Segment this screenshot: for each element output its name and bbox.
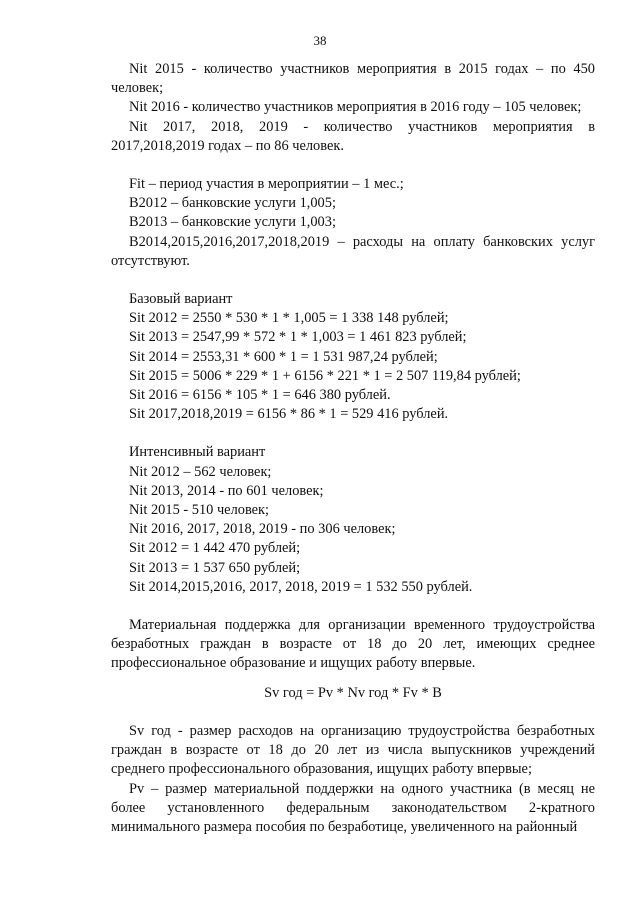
intensive-nit-2016-2019: Nit 2016, 2017, 2018, 2019 - по 306 человек; xyxy=(129,521,396,538)
intensive-sit-2012: Sit 2012 = 1 442 470 рублей; xyxy=(129,540,301,557)
definition-sv: Sv год - размер расходов на организацию трудоустройства безработных граждан в возрасте от 18 до 20 лет из числа выпускников учреждений среднего профессионального образования, ищущих работу впервые; xyxy=(111,722,595,778)
basic-variant-title: Базовый вариант xyxy=(129,291,233,308)
basic-sit-2014: Sit 2014 = 2553,31 * 600 * 1 = 1 531 987,24 рублей; xyxy=(129,348,438,365)
basic-sit-2012: Sit 2012 = 2550 * 530 * 1 * 1,005 = 1 338 148 рублей; xyxy=(129,310,449,327)
bank-b2012: B2012 – банковские услуги 1,005; xyxy=(129,195,336,212)
bank-b2014-2019: B2014,2015,2016,2017,2018,2019 – расходы на оплату банковских услуг отсутствуют. xyxy=(111,233,595,269)
participants-2017-2019: Nit 2017, 2018, 2019 - количество участников мероприятия в 2017,2018,2019 годах – по 86 человек. xyxy=(111,118,595,154)
participants-2015: Nit 2015 - количество участников мероприятия в 2015 годах – по 450 человек; xyxy=(111,61,595,97)
document-body xyxy=(111,60,595,837)
period-fit: Fit – период участия в мероприятии – 1 мес.; xyxy=(129,176,404,193)
definition-pv: Pv – размер материальной поддержки на одного участника (в месяц не более установленного федеральным законодательством 2-кратного минимального размера пособия по безработице, увеличенного на районный xyxy=(111,780,595,835)
intensive-nit-2013-2014: Nit 2013, 2014 - по 601 человек; xyxy=(129,482,324,499)
basic-sit-2013: Sit 2013 = 2547,99 * 572 * 1 * 1,003 = 1 461 823 рублей; xyxy=(129,329,467,346)
intensive-nit-2012: Nit 2012 – 562 человек; xyxy=(129,463,272,480)
page-number: 38 xyxy=(313,33,327,48)
intensive-variant-title: Интенсивный вариант xyxy=(129,444,266,461)
formula-sv: Sv год = Pv * Nv год * Fv * B xyxy=(264,684,442,701)
bank-b2013: B2013 – банковские услуги 1,003; xyxy=(129,214,336,231)
basic-sit-2015: Sit 2015 = 5006 * 229 * 1 + 6156 * 221 * 1 = 2 507 119,84 рублей; xyxy=(129,367,521,384)
support-paragraph: Материальная поддержка для организации временного трудоустройства безработных граждан в возрасте от 18 до 20 лет, имеющих среднее профессиональное образование и ищущих работу впервые. xyxy=(111,617,595,672)
participants-2016: Nit 2016 - количество участников мероприятия в 2016 году – 105 человек; xyxy=(129,99,582,116)
basic-sit-2016: Sit 2016 = 6156 * 105 * 1 = 646 380 рублей. xyxy=(129,387,391,404)
intensive-sit-2013: Sit 2013 = 1 537 650 рублей; xyxy=(129,559,301,576)
basic-sit-2017-2019: Sit 2017,2018,2019 = 6156 * 86 * 1 = 529 416 рублей. xyxy=(129,406,449,423)
intensive-sit-2014-2019: Sit 2014,2015,2016, 2017, 2018, 2019 = 1 532 550 рублей. xyxy=(129,578,473,595)
intensive-nit-2015: Nit 2015 - 510 человек; xyxy=(129,502,270,519)
